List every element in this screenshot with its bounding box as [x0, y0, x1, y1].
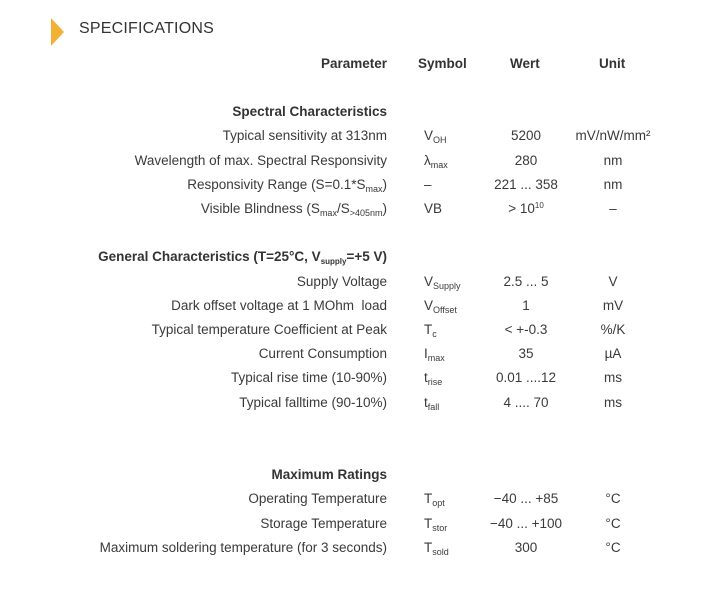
row-symbol: VB: [424, 201, 443, 216]
column-header-wert: Wert: [510, 56, 540, 71]
row-symbol: $I_{max}$: [424, 346, 445, 363]
column-header-symbol: Symbol: [418, 56, 467, 71]
row-unit: nm: [603, 153, 623, 168]
spec-row: [0, 370, 712, 392]
section-title-maximum: Maximum Ratings: [271, 467, 387, 482]
row-symbol: $t_{rise}$: [424, 370, 443, 387]
row-unit: mV/nW/mm²: [575, 128, 651, 143]
spec-row: [0, 128, 712, 150]
row-value: 2.5 ... 5: [503, 274, 549, 289]
row-symbol: $T_{opt}$: [424, 491, 445, 508]
row-unit: mV: [602, 298, 624, 313]
row-symbol: $V_{Offset}$: [424, 298, 457, 315]
row-symbol: $T_{stor}$: [424, 516, 448, 533]
spec-row: [0, 274, 712, 296]
row-symbol: $T_{sold}$: [424, 540, 449, 557]
row-symbol: $V_{Supply}$: [424, 274, 461, 291]
row-symbol: –: [424, 177, 432, 192]
row-value: 300: [514, 540, 538, 555]
row-value: 35: [518, 346, 534, 361]
row-symbol: $\lambda_{max}$: [424, 153, 448, 170]
row-value: > $10^{10}$: [508, 201, 544, 216]
row-value: < +-0.3: [504, 322, 548, 337]
row-parameter: Supply Voltage: [296, 274, 387, 289]
section-title-general: General Characteristics (T=25°C, $V_{supply}=+5$ V): [98, 249, 387, 266]
row-value: 4 .... 70: [503, 395, 549, 410]
spec-row: [0, 346, 712, 368]
row-symbol: $V_{OH}$: [424, 128, 447, 145]
page-title: SPECIFICATIONS: [79, 20, 214, 37]
row-unit: ms: [604, 395, 622, 410]
row-parameter: Typical sensitivity at 313nm: [222, 128, 387, 143]
spec-row: [0, 153, 712, 175]
row-parameter: Typical temperature Coefficient at Peak: [151, 322, 387, 337]
row-symbol: $t_{fall}$: [424, 395, 440, 412]
row-symbol: $T_c$: [424, 322, 437, 339]
row-unit: %/K: [600, 322, 626, 337]
row-value: 1: [522, 298, 530, 313]
row-unit: ms: [604, 370, 622, 385]
row-unit: –: [609, 201, 617, 216]
section-title-spectral: Spectral Characteristics: [232, 104, 387, 119]
section-marker-arrow-icon: [51, 18, 64, 46]
row-parameter: Operating Temperature: [248, 491, 387, 506]
row-parameter: Wavelength of max. Spectral Responsivity: [134, 153, 387, 168]
spec-row: [0, 298, 712, 320]
spec-row: [0, 540, 712, 562]
row-parameter: Visible Blindness $(S_{max}/S_{>405nm})$: [200, 201, 387, 218]
spec-row: [0, 395, 712, 417]
spec-row: [0, 322, 712, 344]
row-parameter: Storage Temperature: [260, 516, 387, 531]
row-value: −40 ... +85: [493, 491, 559, 506]
spec-row: [0, 201, 712, 223]
row-value: 221 ... 358: [494, 177, 558, 192]
row-value: −40 ... +100: [489, 516, 563, 531]
row-unit: °C: [605, 516, 621, 531]
row-parameter: Dark offset voltage at 1 MOhm load: [171, 298, 387, 313]
row-unit: °C: [605, 540, 621, 555]
row-value: 5200: [510, 128, 542, 143]
row-parameter: Typical rise time (10-90%): [230, 370, 387, 385]
column-header-unit: Unit: [599, 56, 626, 71]
row-unit: nm: [603, 177, 623, 192]
row-value: 280: [514, 153, 538, 168]
spec-row: [0, 516, 712, 538]
column-header-parameter: Parameter: [320, 56, 387, 71]
row-parameter: Maximum soldering temperature (for 3 seconds): [99, 540, 387, 555]
row-unit: V: [608, 274, 618, 289]
row-parameter: Current Consumption: [258, 346, 387, 361]
row-unit: µA: [604, 346, 622, 361]
spec-row: [0, 177, 712, 199]
row-parameter: Responsivity Range $(S=0.1*S_{max})$: [187, 177, 387, 194]
spec-row: [0, 491, 712, 513]
row-value: 0.01 ....12: [495, 370, 557, 385]
row-parameter: Typical falltime (90-10%): [239, 395, 387, 410]
row-unit: °C: [605, 491, 621, 506]
